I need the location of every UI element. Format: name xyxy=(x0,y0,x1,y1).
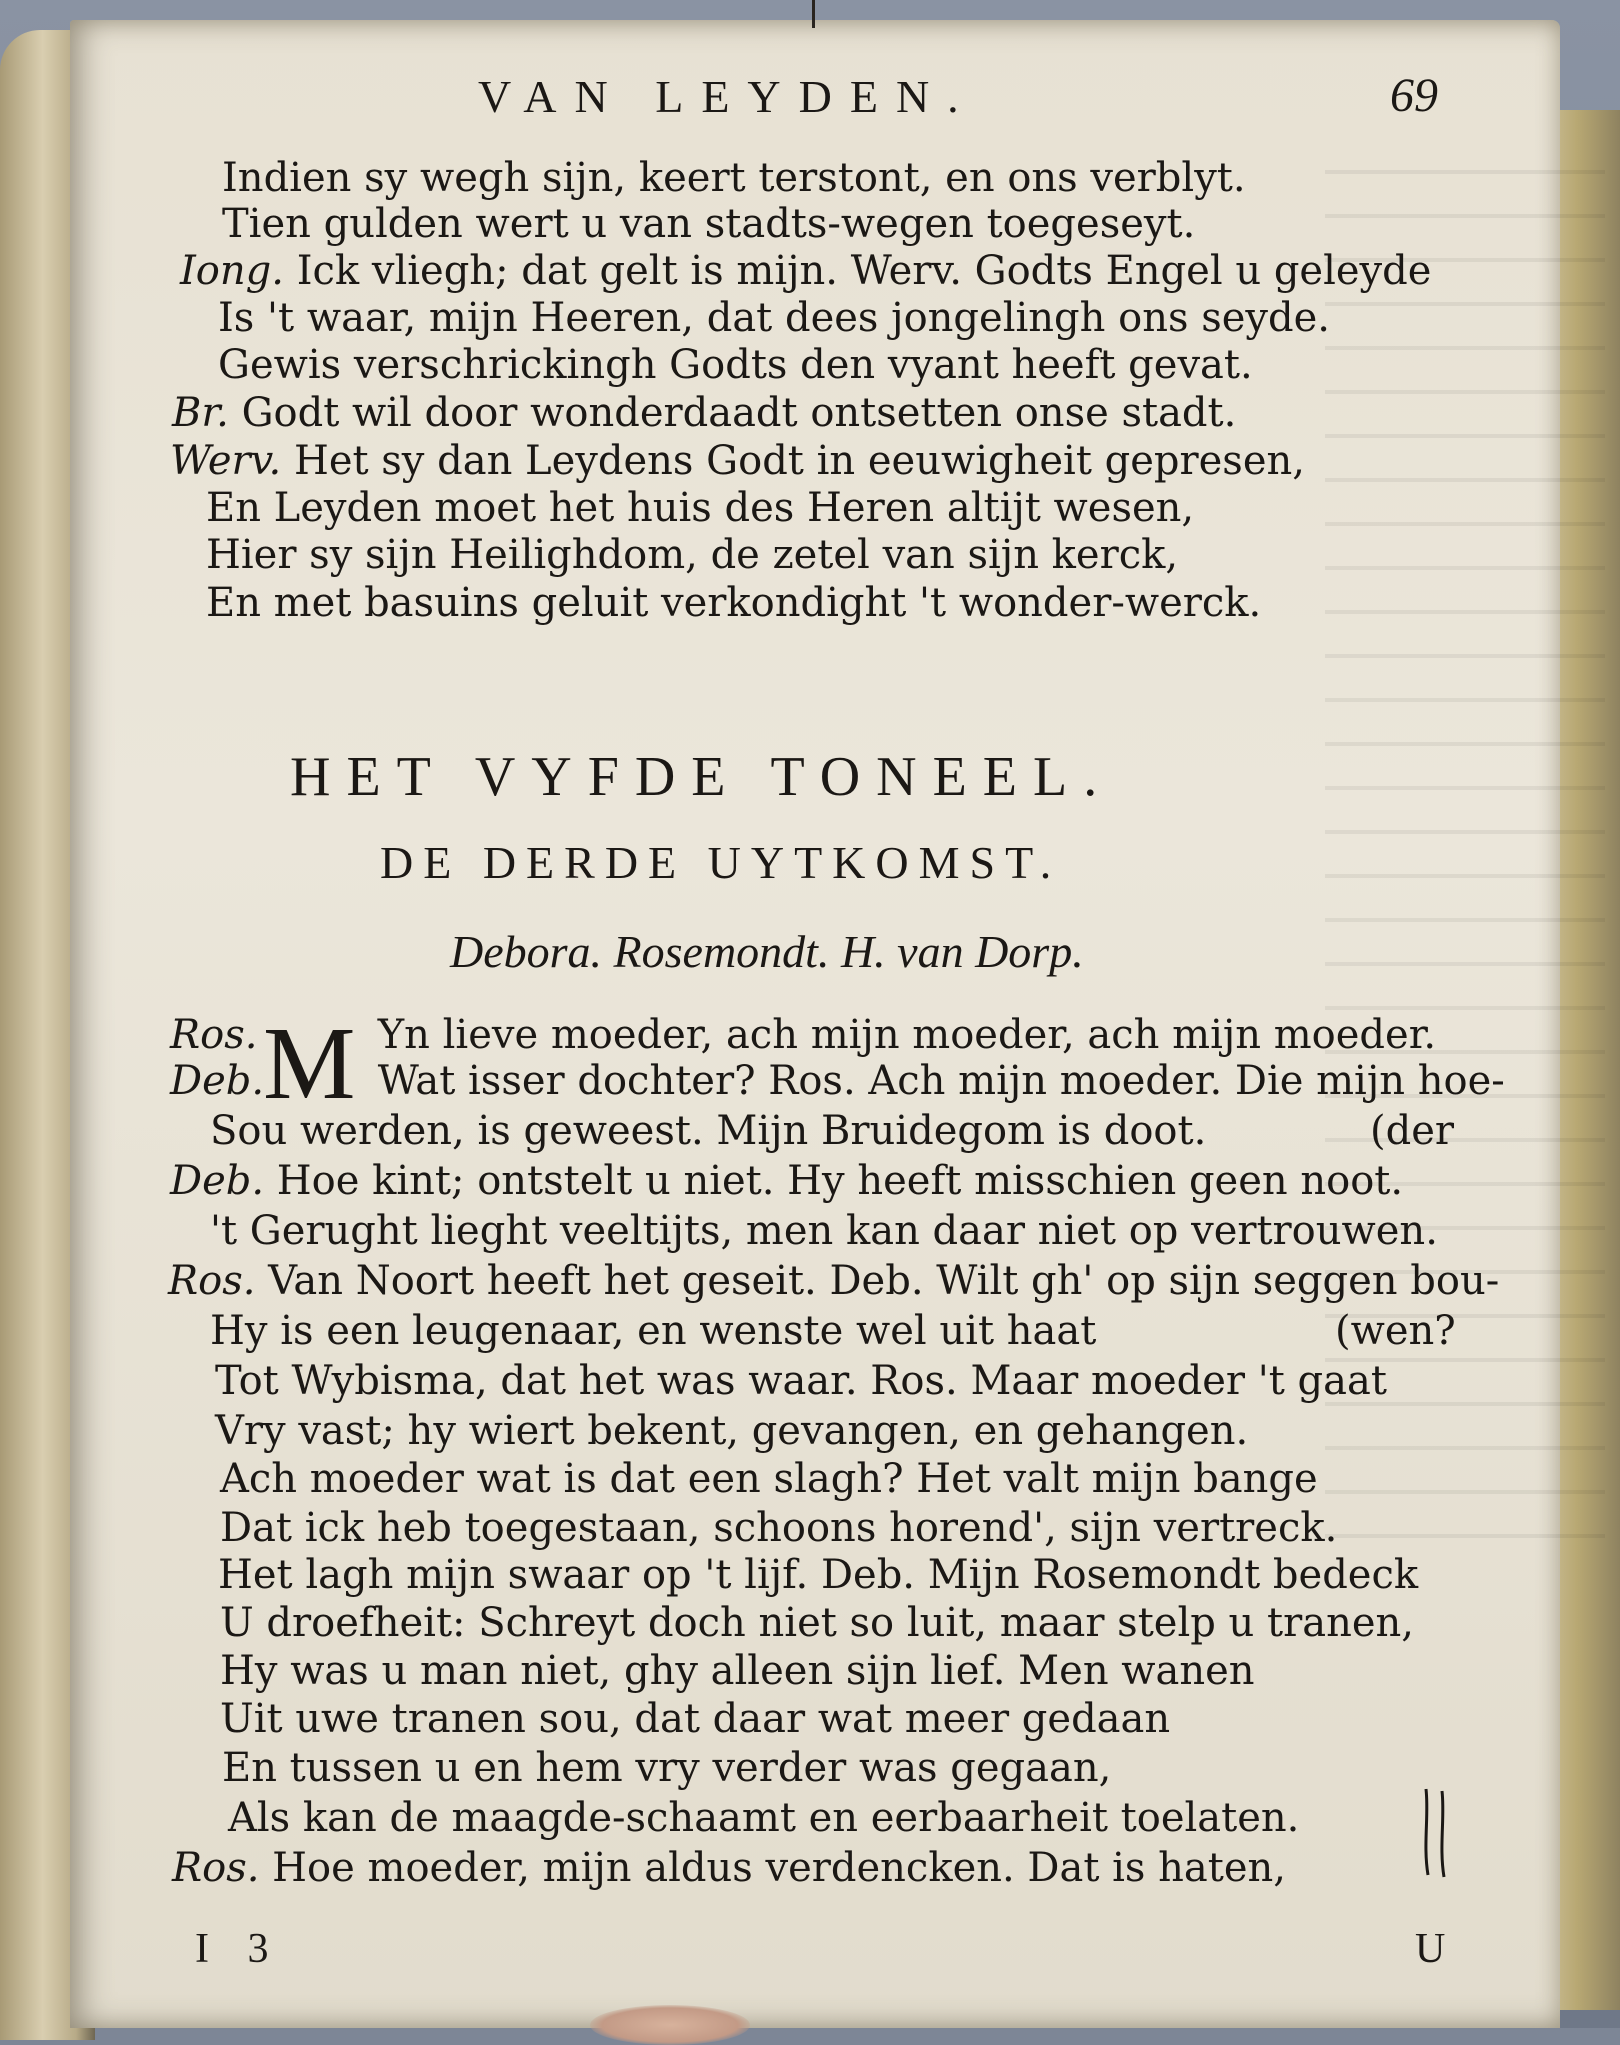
verse-text: Van Noort heeft het geseit. Deb. Wilt gh' op sijn seggen bou- xyxy=(268,1258,1500,1304)
verse-line xyxy=(170,1158,1403,1204)
verse-line xyxy=(168,1258,1499,1304)
bookmark-ribbon xyxy=(812,0,815,28)
verse-text: Hier sy sijn Heilighdom, de zetel van sijn kerck, xyxy=(206,532,1179,578)
verse-text: Het sy dan Leydens Godt in eeuwigheit gepresen, xyxy=(293,438,1305,484)
speaker-label: Ros. xyxy=(172,1845,260,1891)
verse-text: 't Gerught lieght veeltijts, men kan daar niet op vertrouwen. xyxy=(210,1208,1438,1254)
verse-text: Ick vliegh; dat gelt is mijn. Werv. Godts Engel u geleyde xyxy=(296,248,1432,294)
turnover-text: (wen? xyxy=(1335,1308,1456,1354)
verse-text: Wat isser dochter? Ros. Ach mijn moeder. Die mijn hoe- xyxy=(377,1058,1505,1104)
verse-line xyxy=(206,485,1194,531)
verse-line xyxy=(210,1208,1438,1254)
verse-line xyxy=(218,295,1330,341)
drop-cap: M xyxy=(263,1006,356,1121)
speaker-label: Deb. xyxy=(170,1058,265,1104)
verse-text: Godt wil door wonderdaadt ontsetten onse stadt. xyxy=(241,390,1237,436)
verse-line xyxy=(206,580,1261,626)
verse-line xyxy=(172,390,1236,436)
verse-line xyxy=(180,248,1431,294)
verse-line xyxy=(206,532,1178,578)
scene-title: HET VYFDE TONEEL. xyxy=(290,746,1114,808)
verse-text: Gewis verschrickingh Godts den vyant heeft gevat. xyxy=(218,342,1253,388)
verse-text: Hy is een leugenaar, en wenste wel uit haat xyxy=(210,1308,1097,1354)
verse-line xyxy=(215,1358,1387,1404)
verse-text: U droefheit: Schreyt doch niet so luit, maar stelp u tranen, xyxy=(220,1600,1414,1646)
verse-line xyxy=(220,1600,1414,1646)
verse-text: En tussen u en hem vry verder was gegaan, xyxy=(222,1745,1112,1791)
verse-line xyxy=(220,1696,1170,1742)
catchword: U xyxy=(1415,1926,1446,1972)
verse-text: Hoe kint; ontstelt u niet. Hy heeft misschien geen noot. xyxy=(276,1158,1404,1204)
verse-text: Uit uwe tranen sou, dat daar wat meer gedaan xyxy=(220,1696,1171,1742)
verse-text: Hy was u man niet, ghy alleen sijn lief. Men wanen xyxy=(220,1648,1255,1694)
verse-line xyxy=(222,155,1246,201)
thumb xyxy=(590,2005,750,2045)
verse-line xyxy=(170,1058,1505,1104)
verse-text: Dat ick heb toegestaan, schoons horend', sijn vertreck. xyxy=(220,1505,1338,1551)
turnover-text: (der xyxy=(1370,1108,1455,1154)
verse-line xyxy=(210,1308,1096,1354)
verse-text: Ach moeder wat is dat een slagh? Het valt mijn bange xyxy=(220,1456,1318,1502)
verse-text: Yn lieve moeder, ach mijn moeder, ach mijn moeder. xyxy=(377,1012,1437,1058)
verse-line xyxy=(210,1108,1206,1154)
verse-line xyxy=(220,1648,1255,1694)
character-list: Debora. Rosemondt. H. van Dorp. xyxy=(450,926,1084,977)
running-head: VAN LEYDEN. xyxy=(478,71,977,122)
verse-line xyxy=(218,1552,1418,1598)
speaker-label: Werv. xyxy=(170,438,282,484)
verse-line xyxy=(172,1845,1286,1891)
verse-text: Tot Wybisma, dat het was waar. Ros. Maar moeder 't gaat xyxy=(215,1358,1387,1404)
verse-line xyxy=(222,201,1195,247)
verse-text: En Leyden moet het huis des Heren altijt wesen, xyxy=(206,485,1195,531)
verse-text: Het lagh mijn swaar op 't lijf. Deb. Mijn Rosemondt bedeck xyxy=(218,1552,1419,1598)
speaker-label: Iong. xyxy=(180,248,284,294)
verse-text: Als kan de maagde-schaamt en eerbaarheit toelaten. xyxy=(228,1795,1300,1841)
verse-text: Vry vast; hy wiert bekent, gevangen, en gehangen. xyxy=(215,1408,1249,1454)
verse-text: Is 't waar, mijn Heeren, dat dees jongelingh ons seyde. xyxy=(218,295,1330,341)
handwritten-margin-mark xyxy=(1420,1785,1450,1880)
verse-line xyxy=(170,438,1305,484)
verse-line xyxy=(215,1408,1248,1454)
speaker-label: Ros. xyxy=(168,1258,256,1304)
speaker-label: Deb. xyxy=(170,1158,265,1204)
verse-line xyxy=(170,1012,1436,1058)
verse-text: Indien sy wegh sijn, keert terstont, en ons verblyt. xyxy=(222,155,1246,201)
scene-subtitle: DE DERDE UYTKOMST. xyxy=(380,837,1062,888)
verse-text: Sou werden, is geweest. Mijn Bruidegom is doot. xyxy=(210,1108,1207,1154)
verse-line xyxy=(220,1505,1337,1551)
speaker-label: Br. xyxy=(172,390,229,436)
verse-text: En met basuins geluit verkondight 't wonder-werck. xyxy=(206,580,1262,626)
verse-text: Tien gulden wert u van stadts-wegen toegeseyt. xyxy=(222,201,1196,247)
verse-text: Hoe moeder, mijn aldus verdencken. Dat is haten, xyxy=(272,1845,1286,1891)
speaker-label: Ros. xyxy=(170,1012,258,1058)
verse-line xyxy=(218,342,1253,388)
verse-line xyxy=(228,1795,1299,1841)
verse-line xyxy=(220,1456,1318,1502)
signature-mark: I 3 xyxy=(195,1926,283,1972)
page-number: 69 xyxy=(1390,69,1438,122)
verse-line xyxy=(222,1745,1111,1791)
